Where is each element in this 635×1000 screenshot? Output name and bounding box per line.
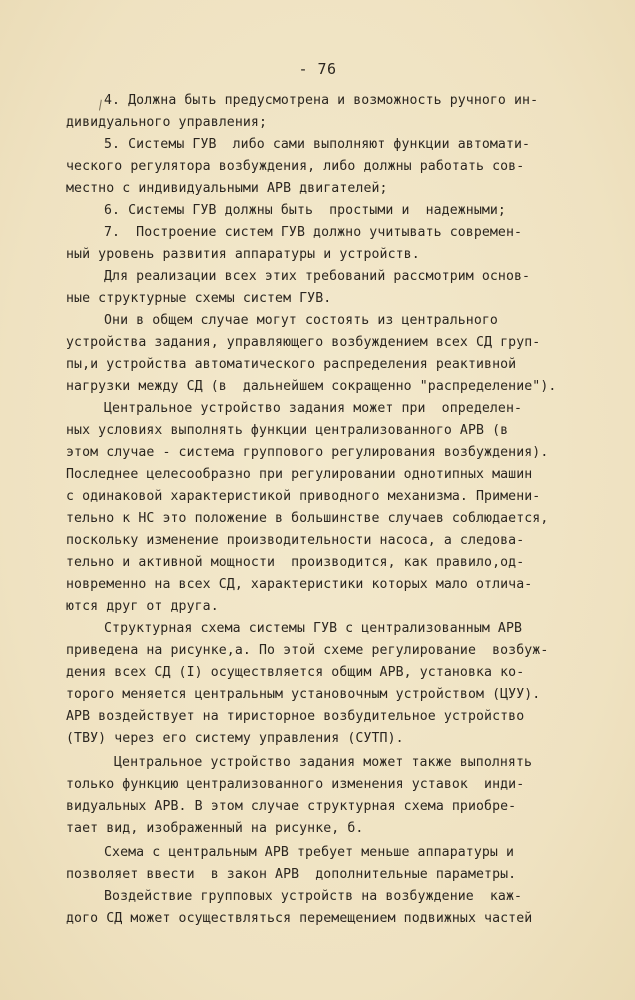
text-line: приведена на рисунке,а. По этой схеме регулирование возбуж- [66,643,549,658]
text-line: Центральное устройство задания может также выполнять [114,755,533,770]
text-line: АРВ воздействует на тиристорное возбудительное устройство [66,709,525,724]
text-line: новременно на всех СД, характеристики которых мало отлича- [66,577,533,592]
text-line: 4. Должна быть предусмотрена и возможность ручного ин- [104,93,539,108]
text-line: ный уровень развития аппаратуры и устройств. [66,247,420,262]
text-line: торого меняется центральным установочным устройством (ЦУУ). [66,687,541,702]
text-line: (ТВУ) через его систему управления (СУТП). [66,731,404,746]
text-line: ческого регулятора возбуждения, либо должны работать сов- [66,159,525,174]
text-line: Схема с центральным АРВ требует меньше аппаратуры и [104,845,515,860]
text-line: Последнее целесообразно при регулировании однотипных машин [66,467,533,482]
text-line: Центральное устройство задания может при определен- [104,401,523,416]
text-line: устройства задания, управляющего возбуждением всех СД груп- [66,335,541,350]
margin-mark: \ [93,97,108,113]
text-line: дения всех СД (I) осуществляется общим АРВ, установка ко- [66,665,525,680]
text-line: позволяет ввести в закон АРВ дополнительные параметры. [66,867,517,882]
text-line: ные структурные схемы систем ГУВ. [66,291,332,306]
text-line: видуальных АРВ. В этом случае структурная схема приобре- [66,799,517,814]
text-line: тает вид, изображенный на рисунке, б. [66,821,364,836]
text-line: нагрузки между СД (в дальнейшем сокращенно "распределение"). [66,379,557,394]
text-line: 6. Системы ГУВ должны быть простыми и надежными; [104,203,506,218]
text-line: поскольку изменение производительности насоса, а следова- [66,533,525,548]
text-line: только функцию централизованного изменения уставок инди- [66,777,525,792]
text-line: местно с индивидуальными АРВ двигателей; [66,181,388,196]
text-line: тельно к НС это положение в большинстве случаев соблюдается, [66,511,549,526]
text-line: пы,и устройства автоматического распределения реактивной [66,357,517,372]
text-line: Воздействие групповых устройств на возбуждение каж- [104,889,523,904]
text-line: Они в общем случае могут состоять из центрального [104,313,498,328]
text-line: ются друг от друга. [66,599,219,614]
text-line: с одинаковой характеристикой приводного механизма. Примени- [66,489,541,504]
page-number: - 76 [298,60,337,78]
text-line: тельно и активной мощности производится, как правило,од- [66,555,525,570]
text-line: этом случае - система группового регулирования возбуждения). [66,445,549,460]
text-line: Для реализации всех этих требований рассмотрим основ- [104,269,531,284]
text-line: дого СД может осуществляться перемещением подвижных частей [66,911,533,926]
text-line: Структурная схема системы ГУВ с централизованным АРВ [104,621,523,636]
text-line: дивидуального управления; [66,115,267,130]
text-line: ных условиях выполнять функции централизованного АРВ (в [66,423,509,438]
text-line: 7. Построение систем ГУВ должно учитывать современ- [104,225,523,240]
text-line: 5. Системы ГУВ либо сами выполняют функции автомати- [104,137,531,152]
